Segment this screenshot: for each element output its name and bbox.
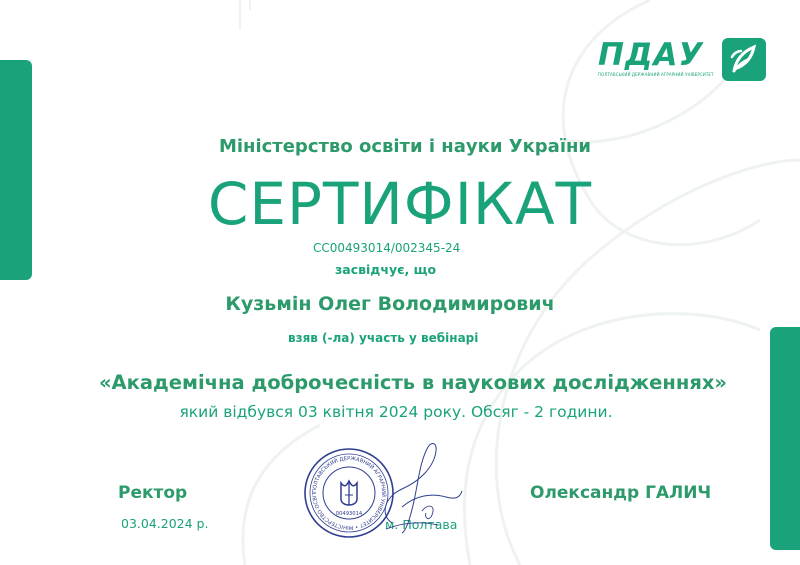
participation-text: взяв (-ла) участь у вебінарі bbox=[288, 331, 479, 345]
webinar-details: який відбувся 03 квітня 2024 року. Обсяг - 2 години. bbox=[179, 403, 613, 421]
leaf-icon bbox=[722, 38, 766, 81]
attests-text: засвідчує, що bbox=[335, 262, 437, 277]
certificate-number: CC00493014/002345-24 bbox=[313, 241, 461, 255]
ministry-heading: Міністерство освіти і науки України bbox=[218, 136, 592, 157]
seal-text: ПОЛТАВСЬКИЙ ДЕРЖАВНИЙ АГРАРНИЙ УНІВЕРСИТЕТ • МІНІСТЕРСТВО ОСВІТ bbox=[311, 455, 387, 531]
recipient-name: Кузьмін Олег Володимирович bbox=[225, 293, 555, 315]
rector-signature bbox=[362, 437, 468, 535]
signatory-role: Ректор bbox=[118, 483, 188, 503]
trident-emblem-icon bbox=[341, 481, 357, 505]
webinar-topic: «Академічна доброчесність в наукових дослідженнях» bbox=[98, 371, 728, 394]
logo-wordmark: ПДАУ bbox=[598, 37, 704, 73]
issue-place: м. Полтава bbox=[385, 517, 458, 532]
university-logo bbox=[598, 38, 770, 82]
certificate-title: СЕРТИФІКАТ bbox=[207, 170, 593, 238]
logo-subtitle: ПОЛТАВСЬКИЙ ДЕРЖАВНИЙ АГРАРНИЙ УНІВЕРСИТЕТ bbox=[598, 72, 714, 77]
seal-code: 00493014 bbox=[335, 511, 363, 517]
issue-date: 03.04.2024 р. bbox=[121, 516, 209, 531]
right-accent-bar bbox=[770, 327, 800, 550]
signatory-name: Олександр ГАЛИЧ bbox=[530, 483, 712, 503]
